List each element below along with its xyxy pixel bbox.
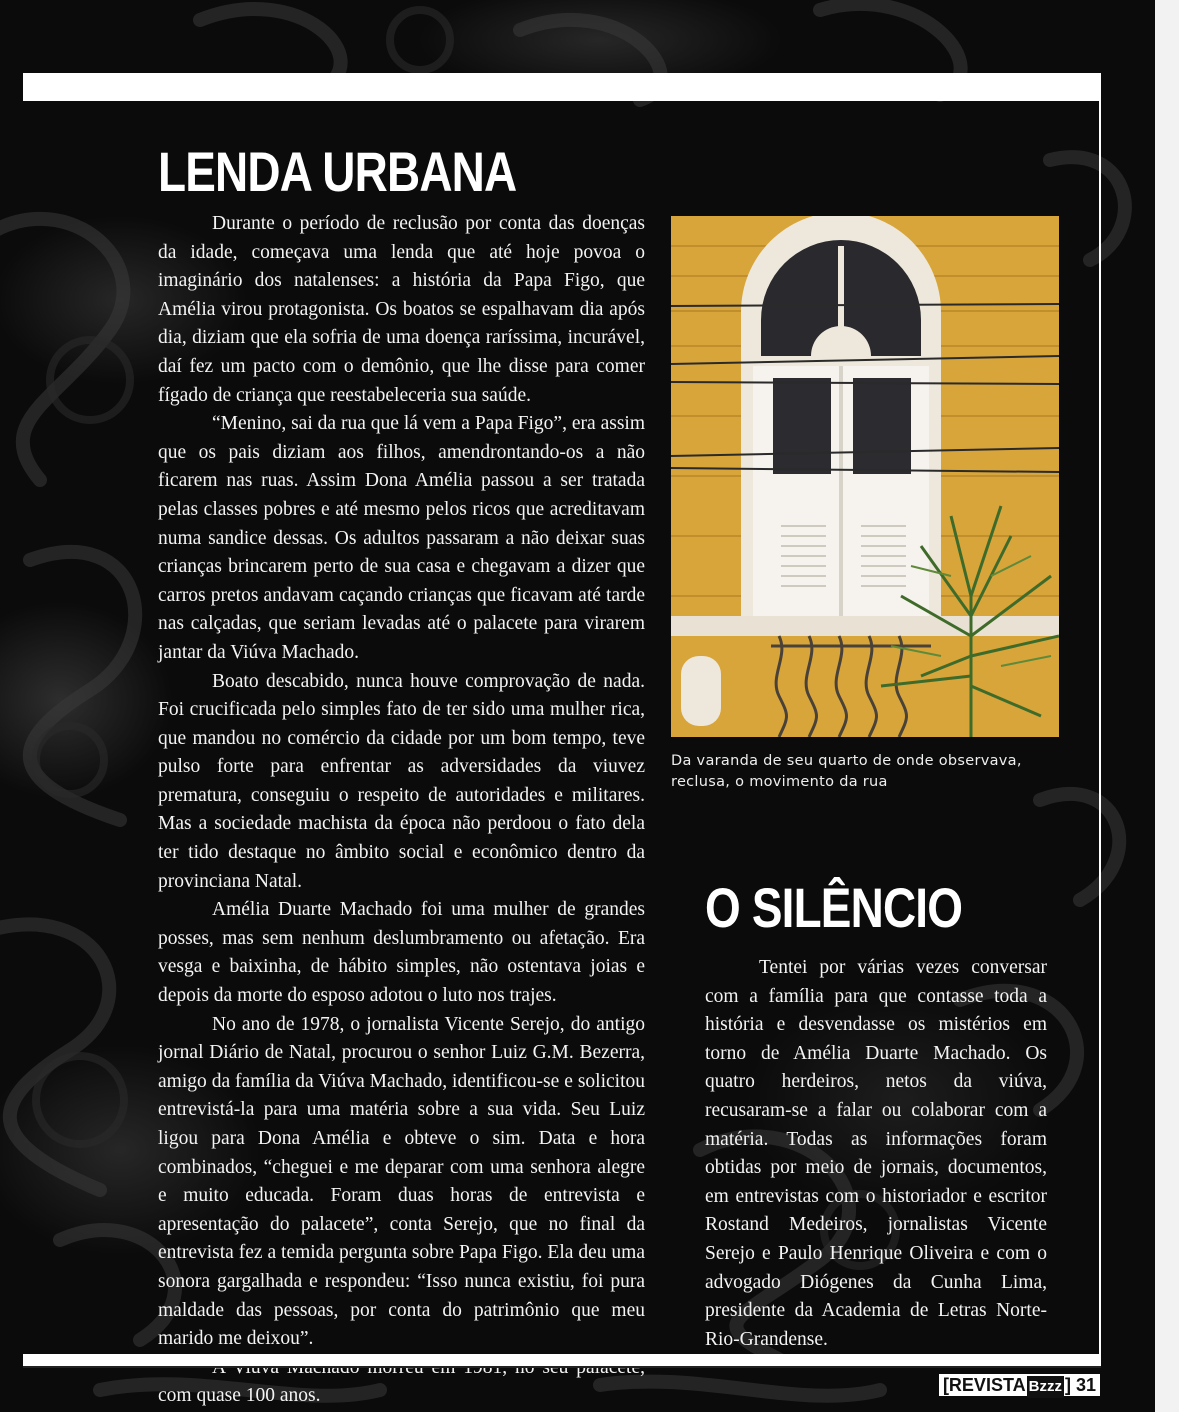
paragraph: No ano de 1978, o jornalista Vicente Serejo, do antigo jornal Diário de Natal, procurou o senhor Luiz G.M. Bezerra, amigo da família da Viúva Machado, identificou-se e solicitou entrevistá-la para uma matéria sobre a sua vida. Seu Luiz ligou para Dona Amélia e obteve o sim. Data e hora combinados, “cheguei e me deparar com uma senhora alegre e muito educada. Foram duas horas de entrevista e apresentação do palacete”, conta Serejo, que no final da entrevista fez a temida pergunta sobre Papa Figo. Ela deu uma sonora gargalhada e respondeu: “Isso nunca existiu, foi pura maldade das pessoas, por conta do patrimônio que meu marido me deixou”. xyxy=(158,1013,645,1350)
paragraph: Durante o período de reclusão por conta das doenças da idade, começava uma lenda que até hoje povoa o imaginário dos natalenses: a história da Papa Figo, que Amélia virou protagonista. Os boatos se espalhavam dia após dia, diziam que ela sofria de uma doença raríssima, incurável, daí fez um pacto com o demônio, que lhe disse para comer fígado de criança que reestabeleceria sua saúde. xyxy=(158,213,645,406)
paragraph: Tentei por várias vezes conversar com a família para que contasse toda a história e desvendasse os mistérios em torno de Amélia Duarte Machado. Os quatro herdeiros, netos da viúva, recusaram-se a falar ou colaborar com a matéria. Todas as informações foram obtidas por meio de jornais, documentos, em entrevistas com o historiador e escritor Rostand Medeiros, jornalistas Vicente Serejo e Paulo Henrique Oliveira e com o advogado Diógenes da Cunha Lima, presidente da Academia de Letras Norte-Rio-Grandense. xyxy=(705,957,1047,1350)
article-column-left xyxy=(158,210,645,1411)
frame-line xyxy=(1099,101,1101,1354)
page-number: 31 xyxy=(1075,1375,1096,1395)
bottom-white-bar xyxy=(23,1354,1101,1368)
page-folio xyxy=(939,1374,1100,1396)
section-heading-o-silencio: O SILÊNCIO xyxy=(705,876,963,939)
magazine-suffix: ] xyxy=(1064,1375,1071,1395)
magazine-prefix: [REVISTA xyxy=(942,1375,1026,1395)
photo-illustration xyxy=(671,216,1059,737)
page-edge xyxy=(1155,0,1179,1412)
magazine-name: Bzzz xyxy=(1027,1376,1064,1398)
top-white-bar xyxy=(23,73,1101,101)
paragraph: Boato descabido, nunca houve comprovação de nada. Foi crucificada pelo simples fato de ter sido uma mulher rica, que mandou no comércio da cidade por um bom tempo, teve pulso forte para enfrentar as adversidades da viuvez prematura, conseguiu o respeito de autoridades e militares. Mas a sociedade machista da época não perdoou o fato dela ter tido destaque no âmbito social e econômico dentro da provinciana Natal. xyxy=(158,670,645,892)
section-heading-lenda-urbana: LENDA URBANA xyxy=(158,140,517,203)
photo-caption: Da varanda de seu quarto de onde observava, reclusa, o movimento da rua xyxy=(671,753,1022,790)
paragraph: Amélia Duarte Machado foi uma mulher de grandes posses, mas sem nenhum deslumbramento ou afetação. Era vesga e baixinha, de hábito simples, não ostentava joias e depois da morte do esposo adotou o luto nos trajes. xyxy=(158,899,645,1007)
paragraph: com quase 100 anos. xyxy=(158,1385,321,1407)
paragraph: “Menino, sai da rua que lá vem a Papa Figo”, era assim que os pais diziam aos filhos, amendrontando-os a não ficarem nas ruas. Assim Dona Amélia passou a ser tratada pelas classes pobres e até mesmo pelos ricos que acreditavam numa sandice dessas. Os adultos passaram a não deixar suas crianças brincarem perto de sua casa e chegavam a dizer que carros pretos andavam caçando crianças que ficavam até tarde nas calçadas, que seriam levadas até o palacete para virarem jantar da Viúva Machado. xyxy=(158,413,645,663)
article-column-right xyxy=(705,954,1047,1354)
balcony-window-photo xyxy=(671,216,1059,737)
